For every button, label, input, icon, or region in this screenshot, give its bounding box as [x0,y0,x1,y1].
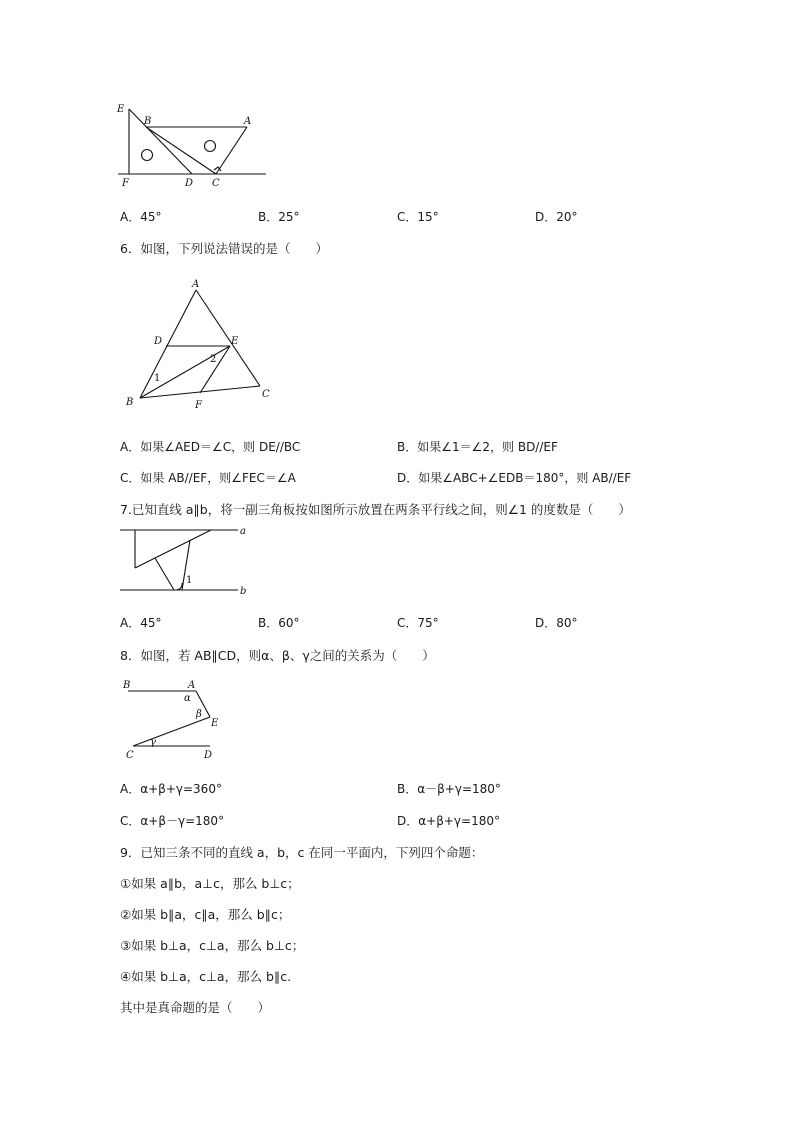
q9-item-2: ②如果 b∥a，c∥a，那么 b∥c； [120,907,291,922]
q8-label-B: B [123,680,131,691]
q6-option-b[interactable]: B．如果∠1＝∠2，则 BD//EF [397,440,558,454]
q6-label-D: D [154,336,163,347]
q8-option-a[interactable]: A．α+β+γ=360° [120,782,222,796]
q6-label-F: F [195,400,202,411]
q9-stem: 9．已知三条不同的直线 a，b，c 在同一平面内，下列四个命题： [120,845,484,860]
q8-option-c[interactable]: C．α+β－γ=180° [120,814,225,828]
q6-stem: 6．如图，下列说法错误的是（ ） [120,241,328,256]
q5-label-F: F [122,178,129,189]
q7-label-b: b [240,586,247,597]
q8-figure [118,675,228,765]
q5-option-d[interactable]: D．20° [535,210,578,224]
q7-label-a: a [240,526,246,537]
q9-item-3: ③如果 b⊥a，c⊥a，那么 b⊥c； [120,938,305,953]
q7-option-d[interactable]: D．80° [535,616,578,630]
q6-option-c[interactable]: C．如果 AB//EF，则∠FEC＝∠A [120,471,296,485]
q7-option-b[interactable]: B．60° [258,616,300,630]
q7-option-c[interactable]: C．75° [397,616,439,630]
q7-stem: 7.已知直线 a∥b，将一副三角板按如图所示放置在两条平行线之间，则∠1 的度数是（ ） [120,502,631,517]
q8-stem: 8．如图，若 AB∥CD，则α、β、γ之间的关系为（ ） [120,648,435,663]
q5-label-B: B [144,116,152,127]
q5-label-A: A [244,116,252,127]
q5-label-D: D [185,178,194,189]
q8-label-D: D [204,750,213,761]
q8-label-C: C [126,750,134,761]
q5-figure [112,100,272,195]
q6-angle-1: 1 [154,373,161,384]
q7-angle-1: 1 [186,575,193,586]
q6-option-d[interactable]: D．如果∠ABC+∠EDB＝180°，则 AB//EF [397,471,632,485]
q6-label-E: E [231,336,239,347]
q7-figure [118,522,253,602]
q6-figure [118,276,278,411]
q8-gamma: γ [150,737,156,748]
q5-option-b[interactable]: B．25° [258,210,300,224]
q8-option-b[interactable]: B．α－β+γ=180° [397,782,501,796]
q9-question: 其中是真命题的是（ ） [120,1000,271,1015]
q8-label-E: E [211,718,219,729]
q5-option-a[interactable]: A．45° [120,210,162,224]
q7-option-a[interactable]: A．45° [120,616,162,630]
q6-label-A: A [192,279,200,290]
q8-beta: β [196,709,202,720]
q6-label-C: C [262,389,270,400]
q9-item-1: ①如果 a∥b，a⊥c，那么 b⊥c； [120,876,300,891]
q8-label-A: A [188,680,196,691]
q8-option-d[interactable]: D．α+β+γ=180° [397,814,500,828]
q9-item-4: ④如果 b⊥a，c⊥a，那么 b∥c. [120,969,292,984]
q6-label-B: B [126,397,134,408]
q5-label-E: E [117,104,125,115]
q5-label-C: C [212,178,220,189]
q5-option-c[interactable]: C．15° [397,210,439,224]
q8-alpha: α [184,693,191,704]
q6-option-a[interactable]: A．如果∠AED＝∠C，则 DE//BC [120,440,301,454]
q6-angle-2: 2 [210,354,217,365]
